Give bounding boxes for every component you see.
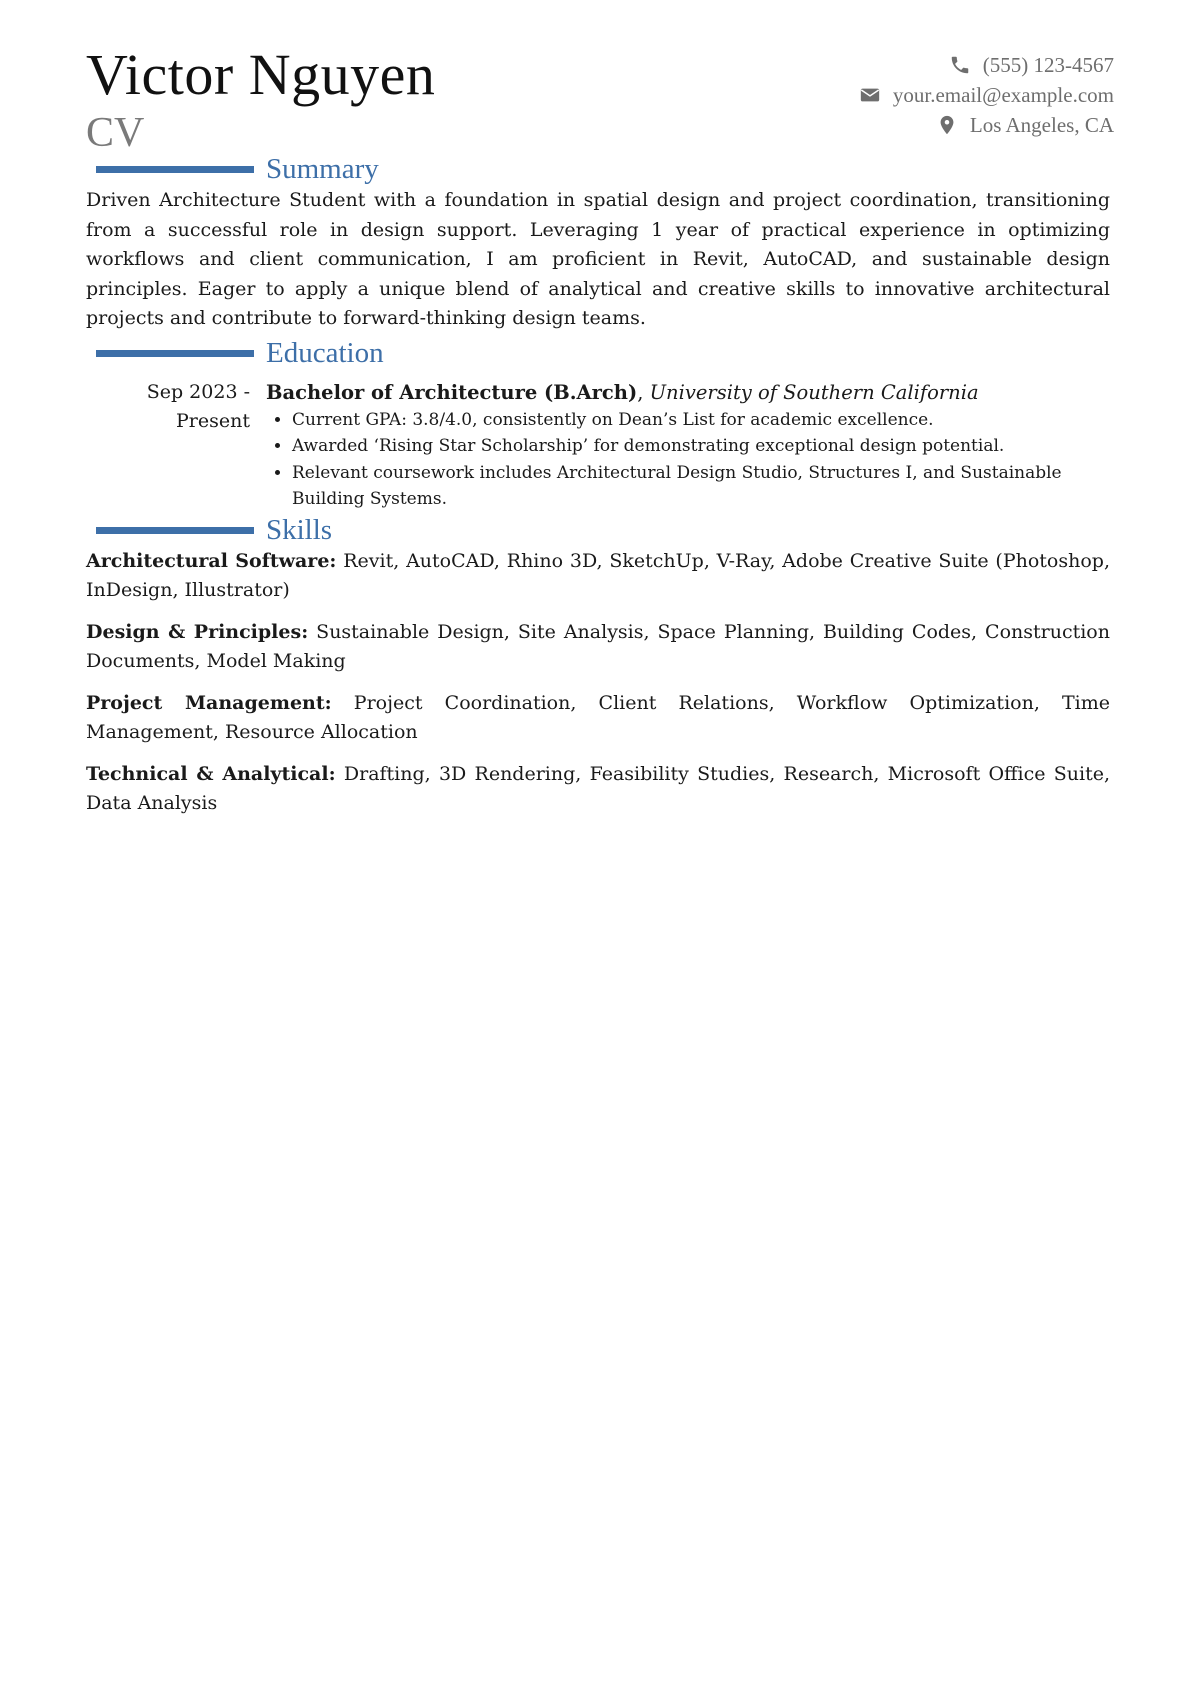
section-header <box>86 513 1114 547</box>
header <box>86 40 1114 156</box>
contact-list <box>859 50 1114 140</box>
skill-label: Project Management: <box>86 691 332 714</box>
list-item: • Current GPA: 3.8/4.0, consistently on Dean’s List for academic excellence. <box>292 407 1114 434</box>
section-title-education: Education <box>266 336 384 369</box>
document-subtitle: CV <box>86 110 145 156</box>
section-title-summary: Summary <box>266 153 379 185</box>
skill-group <box>86 618 1110 677</box>
phone-icon <box>949 54 971 76</box>
degree-separator: , <box>637 380 650 404</box>
school-name: University of Southern California <box>649 380 979 404</box>
skill-group <box>86 689 1110 748</box>
section-title-skills: Skills <box>266 513 333 546</box>
contact-phone <box>859 50 1114 80</box>
education-bullet-list <box>266 407 1114 513</box>
section-header <box>86 336 1114 370</box>
section-accent-bar <box>96 527 254 534</box>
skill-label: Design & Principles: <box>86 620 309 643</box>
skills-list <box>86 547 1114 819</box>
cv-page <box>86 40 1114 831</box>
section-accent-bar <box>96 350 254 357</box>
education-section <box>86 336 1114 513</box>
skill-group <box>86 547 1110 606</box>
skill-group <box>86 760 1110 819</box>
education-heading <box>266 378 1114 407</box>
email-address: your.email@example.com <box>892 83 1114 107</box>
phone-number: (555) 123-4567 <box>982 53 1114 77</box>
list-item: • Awarded ‘Rising Star Scholarship’ for demonstrating exceptional design potential. <box>292 433 1114 460</box>
summary-section <box>86 152 1114 334</box>
skill-values: Project Coordination, Client Relations, Workflow Optimization, Time Management, Resource Allocation <box>86 691 1111 743</box>
location: Los Angeles, CA <box>969 113 1114 137</box>
education-date: Sep 2023 - Present <box>146 380 250 432</box>
skills-section <box>86 513 1114 819</box>
summary-text: Driven Architecture Student with a foundation in spatial design and project coordination, transitioning from a successful role in design support. Leveraging 1 year of practical experience in optimizing workflows and client communication, I am proficient in Revit, AutoCAD, and sustainable design principles. Eager to apply a unique blend of analytical and creative skills to innovative architectural projects and contribute to forward-thinking design teams. <box>86 189 1110 329</box>
envelope-icon <box>859 84 881 106</box>
map-marker-icon <box>936 114 958 136</box>
skill-values: Revit, AutoCAD, Rhino 3D, SketchUp, V-Ray, Adobe Creative Suite (Photoshop, InDesign, Illustrator) <box>86 549 1110 601</box>
education-details <box>266 378 1114 513</box>
section-accent-bar <box>96 166 254 173</box>
education-entry <box>86 378 1114 513</box>
skill-values: Drafting, 3D Rendering, Feasibility Studies, Research, Microsoft Office Suite, Data Analysis <box>86 762 1110 814</box>
skill-label: Architectural Software: <box>86 549 337 572</box>
contact-email <box>859 80 1114 110</box>
list-item: • Relevant coursework includes Architectural Design Studio, Structures I, and Sustainable Building Systems. <box>292 460 1114 513</box>
degree-title: Bachelor of Architecture (B.Arch) <box>266 380 638 404</box>
contact-location <box>859 110 1114 140</box>
person-name: Victor Nguyen <box>86 42 436 107</box>
section-header <box>86 152 1114 186</box>
skill-values: Sustainable Design, Site Analysis, Space Planning, Building Codes, Construction Documents, Model Making <box>86 620 1110 672</box>
skill-label: Technical & Analytical: <box>86 762 336 785</box>
